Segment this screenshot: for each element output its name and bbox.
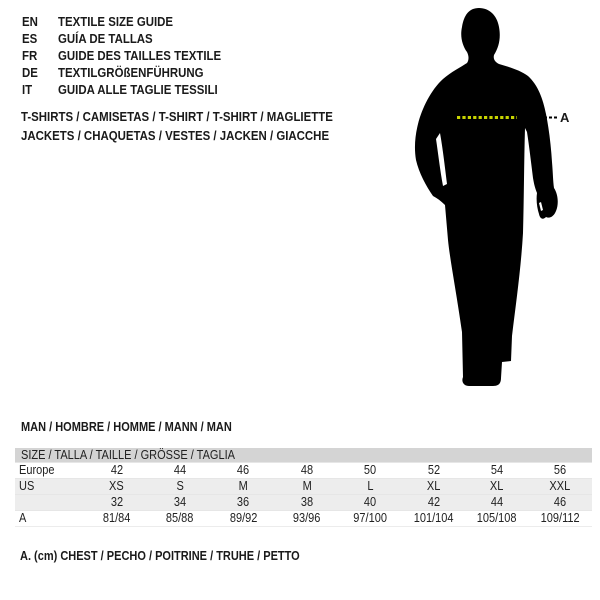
language-code: DE — [22, 65, 38, 80]
language-code: EN — [22, 14, 38, 29]
table-cell: M — [302, 479, 312, 493]
table-cell: 32 — [110, 495, 123, 509]
table-cell: 85/88 — [166, 511, 194, 525]
row-label: A — [19, 511, 27, 525]
language-title: GUIDA ALLE TAGLIE TESSILI — [58, 82, 218, 97]
table-cell: M — [238, 479, 249, 493]
category-line-jackets: JACKETS / CHAQUETAS / VESTES / JACKEN / GIACCHE — [21, 127, 330, 143]
language-code: IT — [22, 82, 33, 97]
table-row-us — [15, 478, 592, 494]
table-cell: 89/92 — [229, 511, 258, 525]
gender-label: MAN / HOMBRE / HOMME / MANN / MAN — [21, 420, 232, 434]
language-code: FR — [22, 48, 38, 63]
row-label: Europe — [19, 463, 55, 477]
language-title: TEXTILGRÖßENFÜHRUNG — [58, 65, 204, 80]
table-cell: 46 — [237, 463, 250, 477]
language-title: GUIDE DES TAILLES TEXTILE — [58, 48, 222, 63]
table-cell: XS — [109, 479, 125, 493]
row-label: US — [19, 479, 35, 493]
table-cell: 56 — [554, 463, 567, 477]
table-cell: 46 — [554, 495, 567, 509]
table-cell: 42 — [427, 495, 440, 509]
row-label — [15, 494, 85, 510]
table-cell: 38 — [300, 495, 313, 509]
table-cell: XL — [426, 479, 441, 493]
measurement-footnote: A. (cm) CHEST / PECHO / POITRINE / TRUHE / PETTO — [20, 549, 300, 563]
table-cell: 50 — [364, 463, 377, 477]
table-cell: 54 — [490, 463, 504, 477]
language-code: ES — [22, 31, 38, 46]
table-cell: 40 — [364, 495, 377, 509]
table-cell: L — [367, 479, 374, 493]
table-cell: 36 — [237, 495, 250, 509]
table-cell: 48 — [300, 463, 313, 477]
table-row-europe — [15, 462, 592, 478]
table-cell: 105/108 — [477, 511, 517, 525]
table-cell: 44 — [490, 495, 504, 509]
table-cell: 52 — [427, 463, 440, 477]
language-title: GUÍA DE TALLAS — [58, 31, 153, 46]
category-line-tshirts: T-SHIRTS / CAMISETAS / T-SHIRT / T-SHIRT / MAGLIETTE — [21, 109, 333, 124]
language-title: TEXTILE SIZE GUIDE — [58, 14, 174, 29]
table-cell: 44 — [173, 463, 187, 477]
table-cell: 101/104 — [413, 511, 454, 525]
size-table — [15, 448, 592, 527]
table-cell: 81/84 — [102, 511, 131, 525]
table-cell: 93/96 — [293, 511, 321, 525]
table-cell: S — [176, 479, 184, 493]
table-cell: 109/112 — [540, 511, 580, 525]
table-row-us-numeric — [15, 494, 592, 510]
size-table-header: SIZE / TALLA / TAILLE / GRÖSSE / TAGLIA — [15, 448, 592, 462]
table-cell: 42 — [110, 463, 123, 477]
table-cell: XXL — [549, 479, 571, 493]
table-cell: 97/100 — [353, 511, 388, 525]
measure-label-a: A — [560, 110, 570, 125]
table-row-chest-a — [15, 510, 592, 526]
silhouette-body-path — [415, 8, 558, 386]
table-cell: 34 — [173, 495, 187, 509]
table-cell: XL — [490, 479, 504, 493]
